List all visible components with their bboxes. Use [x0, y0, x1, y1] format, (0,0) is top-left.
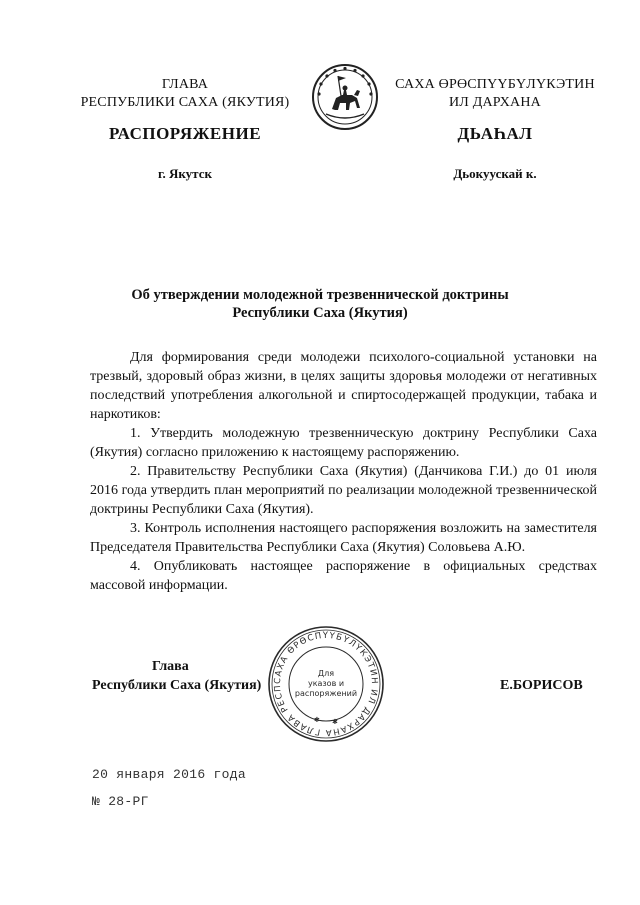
- emblem-icon: [310, 62, 380, 132]
- body-item-4: 4. Опубликовать настоящее распоряжение в официальных средствах массовой информации.: [90, 559, 597, 593]
- doc-type-left: РАСПОРЯЖЕНИЕ: [108, 124, 262, 143]
- header-right: [390, 76, 600, 112]
- svg-text:✱: ✱: [332, 718, 338, 726]
- document-number: № 28-РГ: [92, 794, 149, 809]
- city-left: г. Якутск: [158, 166, 212, 181]
- stamp-center-line2: указов и: [307, 679, 345, 688]
- signature-name: Е.БОРИСОВ: [500, 678, 583, 693]
- document-title-line2: Республики Саха (Якутия): [232, 305, 408, 321]
- header-right-line2: ИЛ ДАРХАНА: [448, 95, 541, 110]
- emblem-logo: [310, 62, 380, 132]
- document-date: 20 января 2016 года: [92, 767, 246, 782]
- signature-position-line2: Республики Саха (Якутия): [92, 678, 262, 693]
- stamp-center-line1: Для: [317, 669, 335, 678]
- header-left-line2: РЕСПУБЛИКИ САХА (ЯКУТИЯ): [80, 95, 290, 110]
- document-title: [80, 286, 560, 322]
- body-intro: Для формирования среди молодежи психолого-социальной установки на трезвый, здоровый образ жизни, в целях защиты здоровья молодежи от негативных последствий употребления алкогольной и спиртосодержащей продукции, табака и наркотиков:: [90, 350, 597, 422]
- document-title-line1: Об утверждении молодежной трезвеннической доктрины: [131, 287, 509, 303]
- document-body: [90, 348, 597, 595]
- body-item-2: 2. Правительству Республики Саха (Якутия) (Данчикова Г.И.) до 01 июля 2016 года утвердить план мероприятий по реализации молодежной трезвеннической доктрины Республики Саха (Якутия).: [90, 464, 597, 517]
- signature-position-line1: Глава: [152, 659, 189, 674]
- stamp-outer-text: САХА ӨРӨСПҮҮБҮЛҮКЭТИН ИЛ ДАРХАНА ГЛАВА РЕСП: [272, 630, 380, 738]
- header-left: [70, 76, 300, 112]
- doc-type-right: ДЬАҺАЛ: [457, 124, 533, 143]
- svg-text:✱: ✱: [314, 716, 320, 724]
- stamp-center-line3: распоряжений: [294, 689, 358, 698]
- city-right: Дьокуускай к.: [453, 166, 537, 181]
- body-item-1: 1. Утвердить молодежную трезвенническую доктрину Республики Саха (Якутия) согласно приложению к настоящему распоряжению.: [90, 426, 597, 460]
- header-left-line1: ГЛАВА: [161, 77, 209, 92]
- signature-position: [92, 657, 292, 695]
- body-item-3: 3. Контроль исполнения настоящего распоряжения возложить на заместителя Председателя Правительства Республики Саха (Якутия) Соловьева А.Ю.: [90, 521, 597, 555]
- header-right-line1: САХА ӨРӨСПҮҮБҮЛҮКЭТИН: [395, 77, 595, 92]
